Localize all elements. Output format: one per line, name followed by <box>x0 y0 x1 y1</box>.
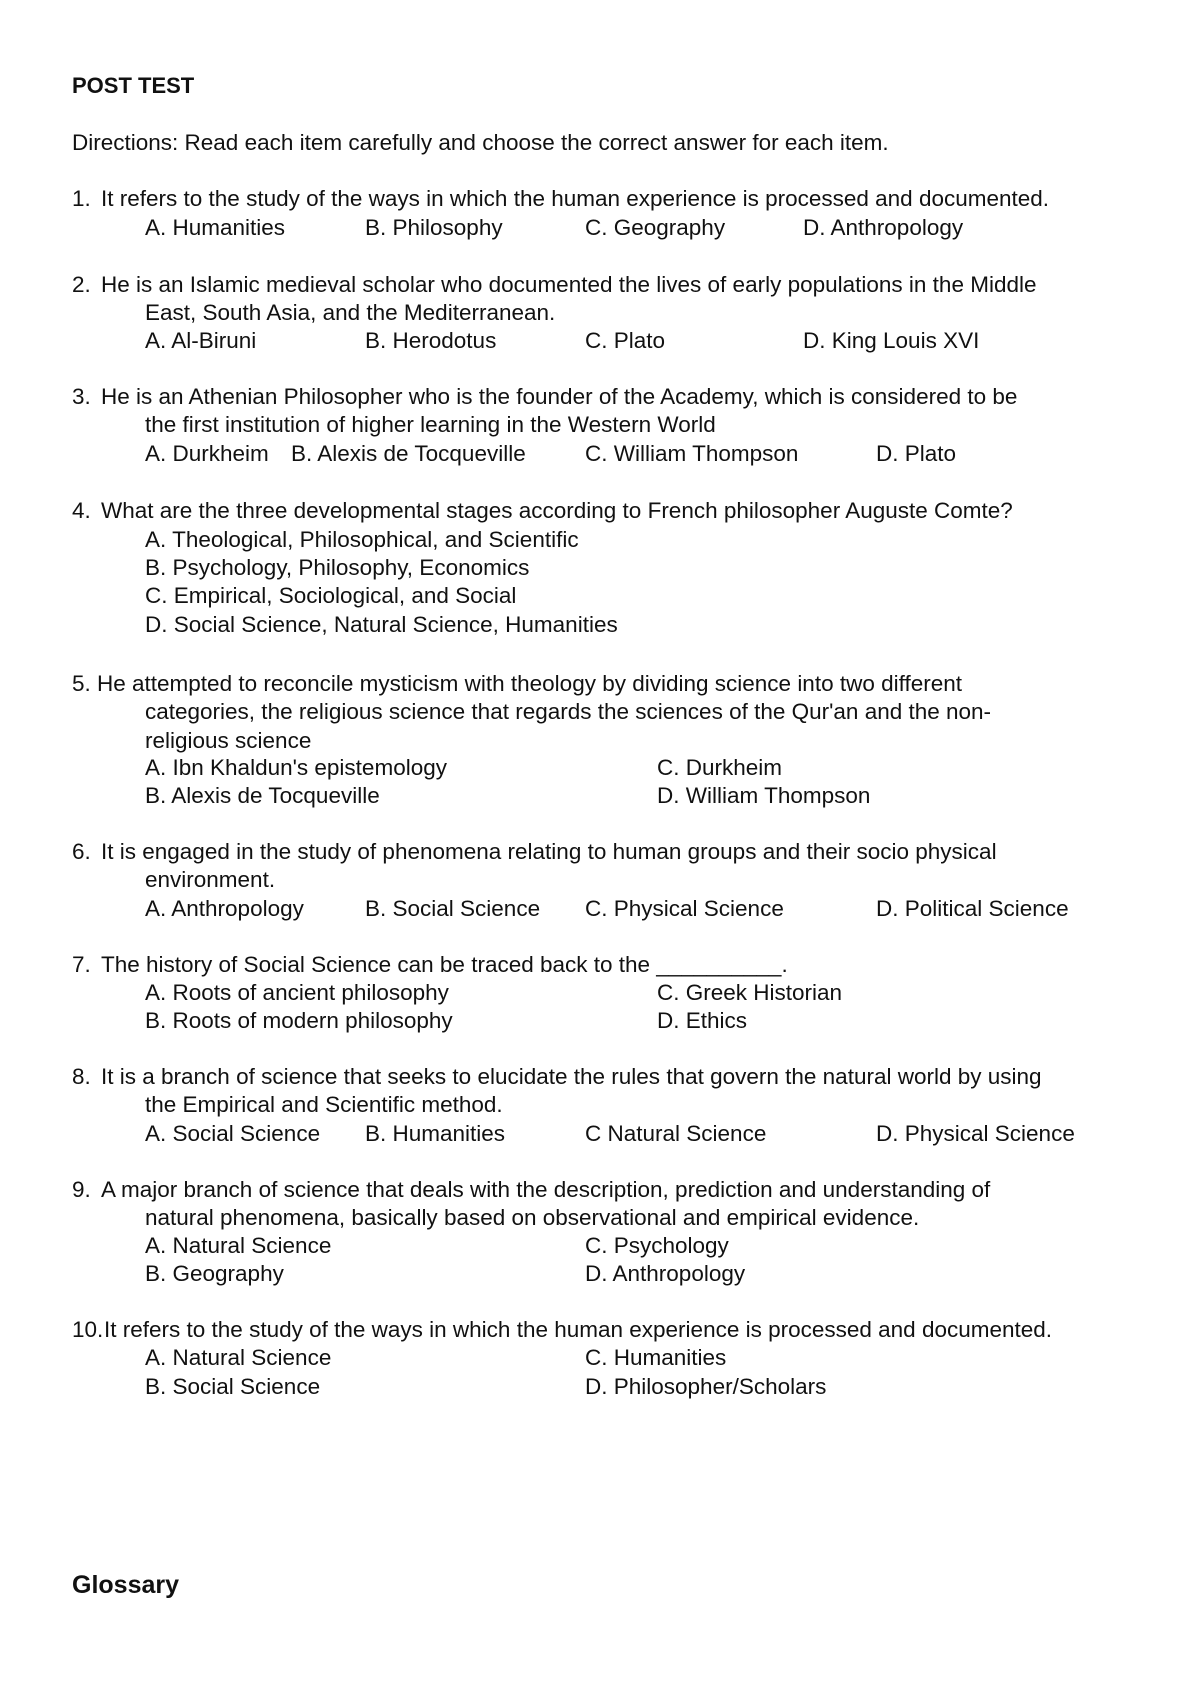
question-number: 5. <box>72 671 91 696</box>
question-number: 9. <box>72 1177 91 1202</box>
option-b: B. Alexis de Tocqueville <box>145 783 380 808</box>
glossary-heading: Glossary <box>72 1571 180 1599</box>
option-c: C. Humanities <box>585 1345 727 1370</box>
option-d: D. Physical Science <box>876 1121 1075 1146</box>
question-stem: He attempted to reconcile mysticism with theology by dividing science into two different <box>97 671 962 696</box>
option-c: C. William Thompson <box>585 441 799 466</box>
option-a: A. Natural Science <box>145 1345 332 1370</box>
option-d: D. Social Science, Natural Science, Humanities <box>145 612 618 637</box>
option-a: A. Natural Science <box>145 1233 332 1258</box>
option-d: D. Anthropology <box>803 215 964 240</box>
question-number: 2. <box>72 272 91 297</box>
option-d: D. Political Science <box>876 896 1069 921</box>
question-number: 8. <box>72 1064 91 1089</box>
directions-text: Directions: Read each item carefully and choose the correct answer for each item. <box>72 130 889 155</box>
question-stem-continued: natural phenomena, basically based on observational and empirical evidence. <box>145 1205 920 1230</box>
question-stem: He is an Islamic medieval scholar who documented the lives of early populations in the Middle <box>101 272 1037 297</box>
question-stem: A major branch of science that deals with the description, prediction and understanding of <box>101 1177 991 1202</box>
question-stem: It is a branch of science that seeks to elucidate the rules that govern the natural world by using <box>101 1064 1042 1089</box>
option-b: B. Alexis de Tocqueville <box>291 441 526 466</box>
question-number: 3. <box>72 384 91 409</box>
option-c: C Natural Science <box>585 1121 767 1146</box>
option-c: C. Physical Science <box>585 896 784 921</box>
question-stem-continued: the Empirical and Scientific method. <box>145 1092 503 1117</box>
question-number: 10. <box>72 1317 104 1342</box>
option-c: C. Greek Historian <box>657 980 843 1005</box>
option-b: B. Geography <box>145 1261 284 1286</box>
option-a: A. Ibn Khaldun's epistemology <box>145 755 447 780</box>
option-c: C. Geography <box>585 215 726 240</box>
option-a: A. Roots of ancient philosophy <box>145 980 449 1005</box>
question-stem: It refers to the study of the ways in which the human experience is processed and documented. <box>104 1317 1053 1342</box>
option-d: D. Philosopher/Scholars <box>585 1374 827 1399</box>
option-c: C. Durkheim <box>657 755 783 780</box>
option-c: C. Psychology <box>585 1233 729 1258</box>
page-title: POST TEST <box>72 73 195 98</box>
option-b: B. Humanities <box>365 1121 506 1146</box>
question-number: 7. <box>72 952 91 977</box>
option-a: A. Anthropology <box>145 896 304 921</box>
option-d: D. King Louis XVI <box>803 328 980 353</box>
option-d: D. Anthropology <box>585 1261 746 1286</box>
option-b: B. Psychology, Philosophy, Economics <box>145 555 530 580</box>
option-a: A. Durkheim <box>145 441 269 466</box>
option-a: A. Theological, Philosophical, and Scientific <box>145 527 579 552</box>
question-stem-continued: environment. <box>145 867 276 892</box>
question-stem-continued: religious science <box>145 728 312 753</box>
option-d: D. Plato <box>876 441 957 466</box>
question-stem-continued: categories, the religious science that regards the sciences of the Qur'an and the non- <box>145 699 992 724</box>
option-a: A. Social Science <box>145 1121 321 1146</box>
question-stem-continued: East, South Asia, and the Mediterranean. <box>145 300 556 325</box>
question-stem: He is an Athenian Philosopher who is the founder of the Academy, which is considered to be <box>101 384 1018 409</box>
option-a: A. Al-Biruni <box>145 328 257 353</box>
option-a: A. Humanities <box>145 215 286 240</box>
option-b: B. Philosophy <box>365 215 503 240</box>
question-stem: It is engaged in the study of phenomena relating to human groups and their socio physical <box>101 839 997 864</box>
option-b: B. Social Science <box>145 1374 321 1399</box>
option-c: C. Empirical, Sociological, and Social <box>145 583 517 608</box>
option-b: B. Roots of modern philosophy <box>145 1008 453 1033</box>
question-number: 4. <box>72 498 91 523</box>
question-number: 1. <box>72 186 91 211</box>
option-d: D. Ethics <box>657 1008 748 1033</box>
option-b: B. Herodotus <box>365 328 497 353</box>
option-d: D. William Thompson <box>657 783 871 808</box>
question-stem-continued: the first institution of higher learning in the Western World <box>145 412 716 437</box>
option-c: C. Plato <box>585 328 666 353</box>
question-stem: It refers to the study of the ways in which the human experience is processed and documented. <box>101 186 1050 211</box>
question-stem: The history of Social Science can be traced back to the __________. <box>101 952 788 977</box>
option-b: B. Social Science <box>365 896 541 921</box>
question-stem: What are the three developmental stages according to French philosopher Auguste Comte? <box>101 498 1013 523</box>
question-number: 6. <box>72 839 91 864</box>
